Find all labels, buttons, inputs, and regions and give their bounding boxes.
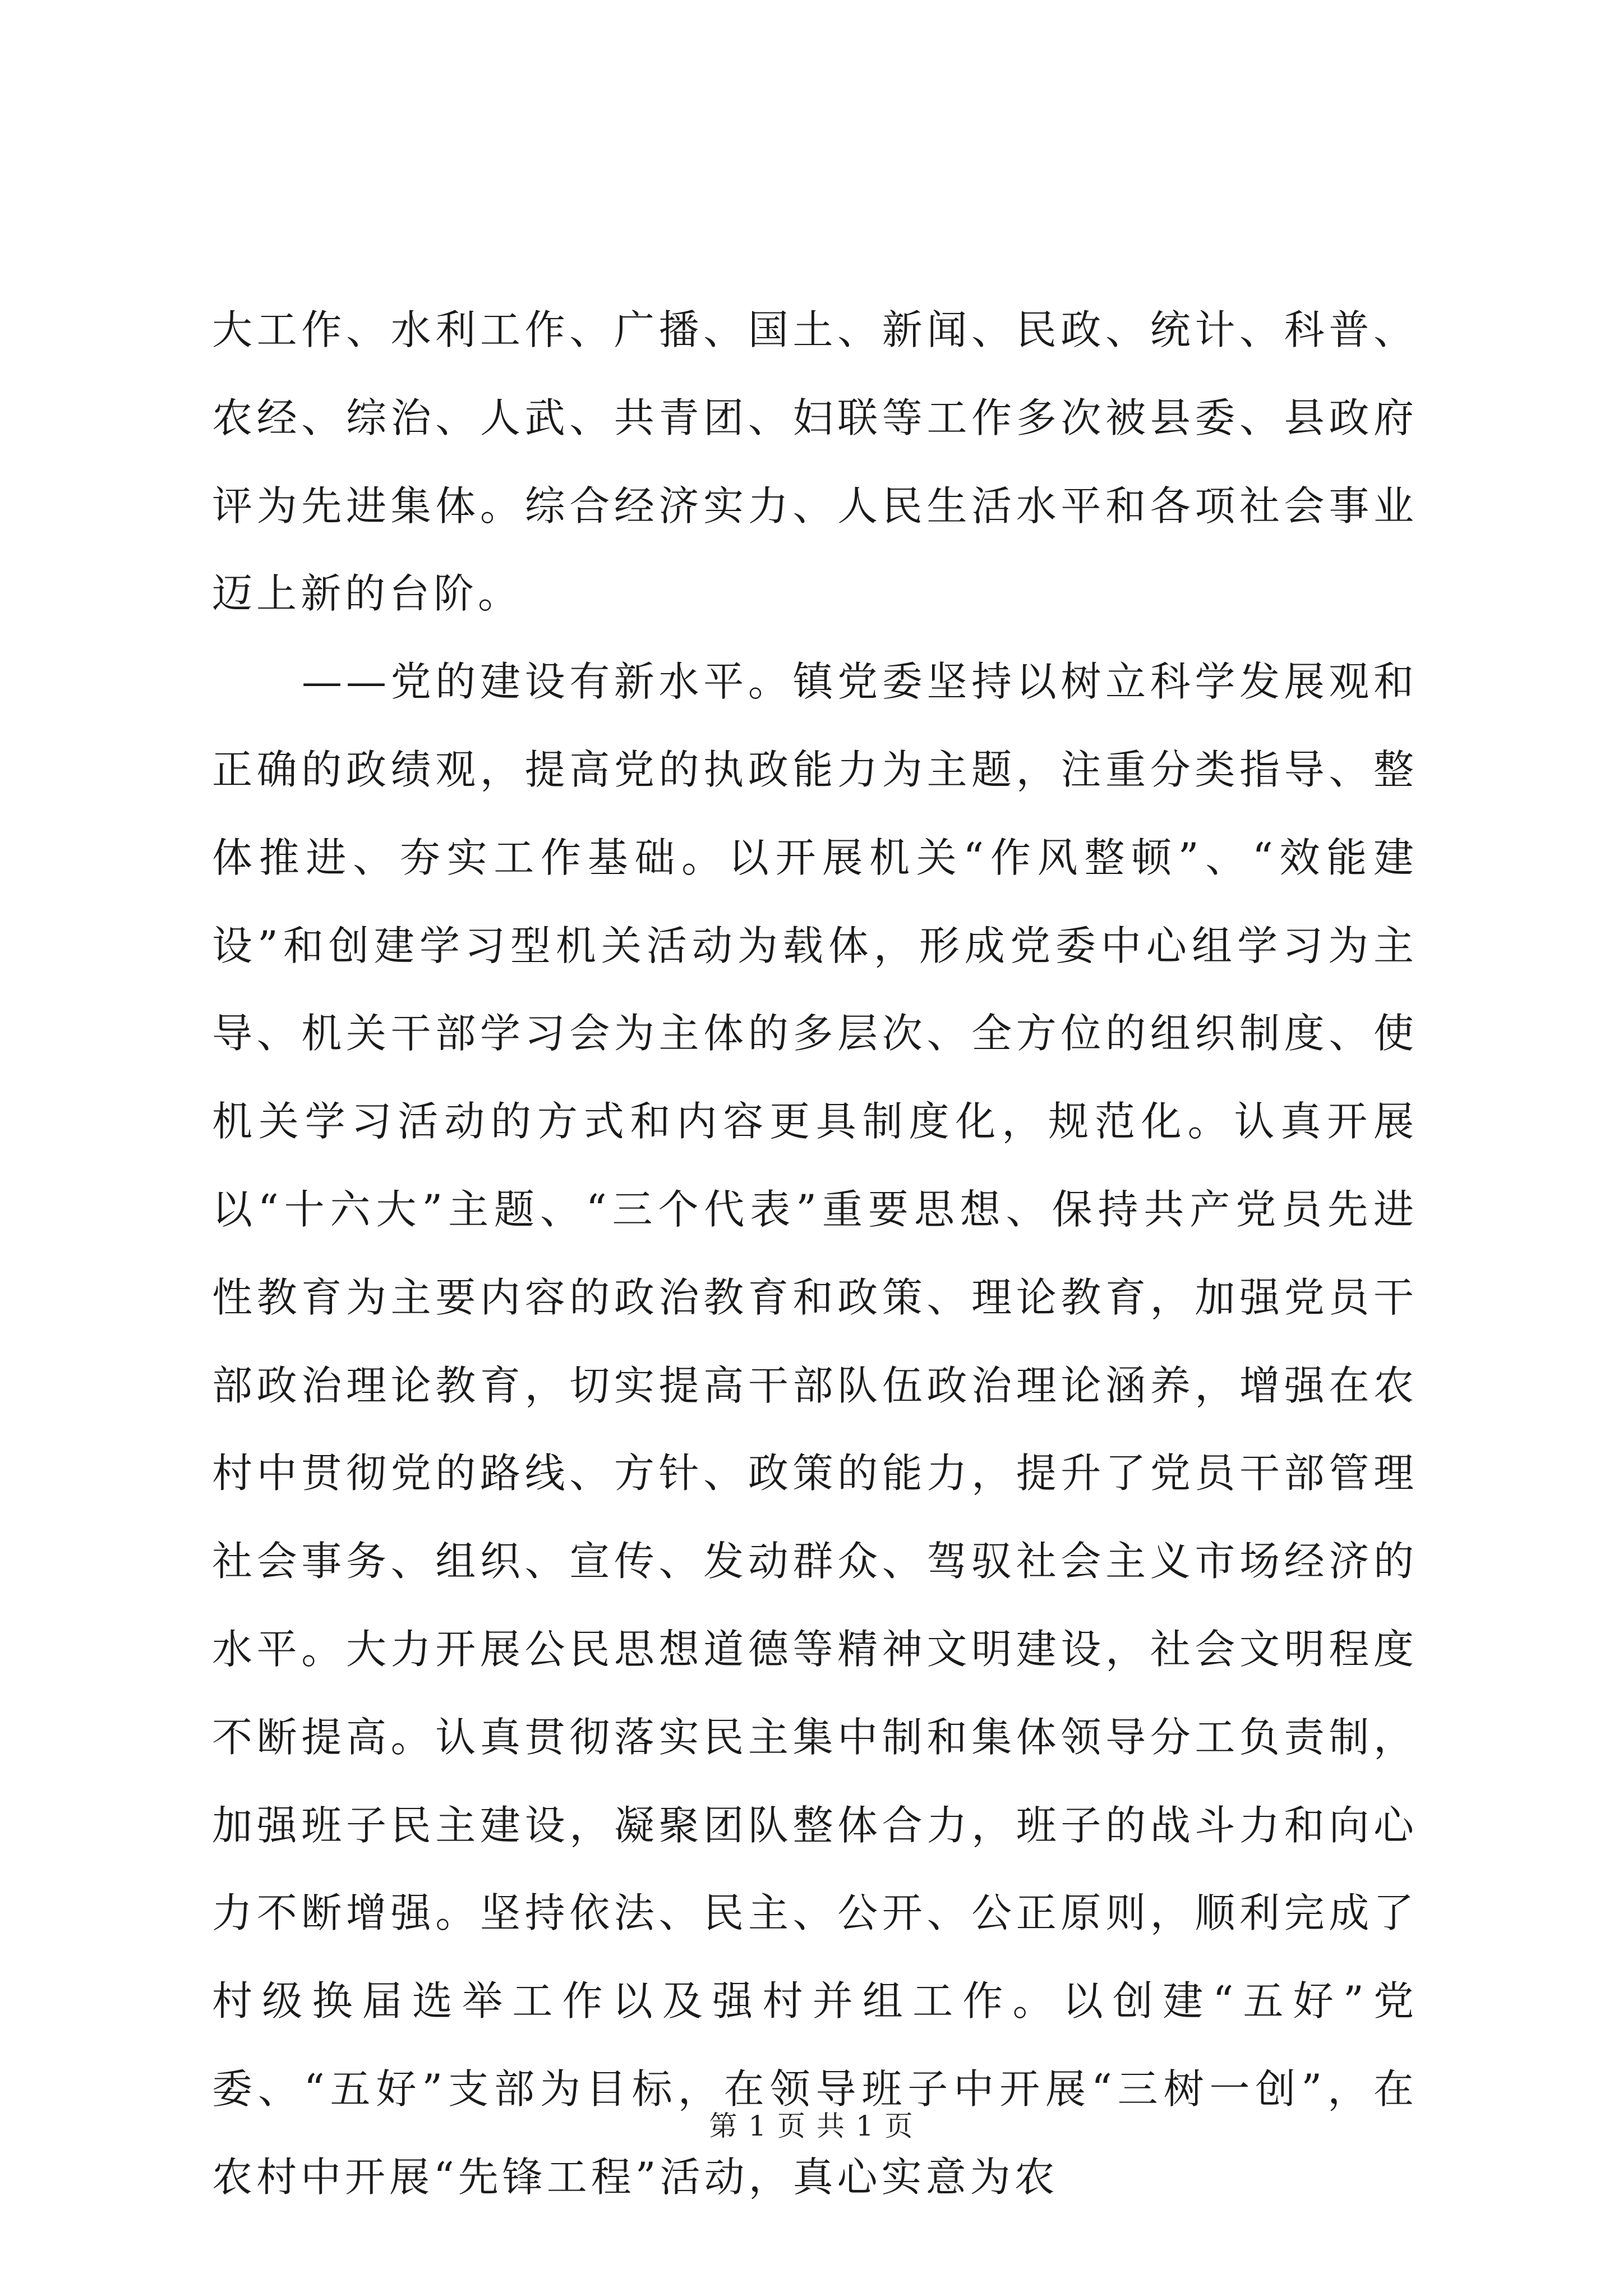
page-number-footer: 第 1 页 共 1 页 (709, 2110, 914, 2142)
paragraph-2: ——党的建设有新水平。镇党委坚持以树立科学发展观和正确的政绩观，提高党的执政能力为主题，注重分类指导、整体推进、夯实工作基础。以开展机关“作风整顿”、“效能建设”和创建学习型机关活动为载体，形成党委中心组学习为主导、机关干部学习会为主体的多层次、全方位的组织制度、使机关学习活动的方式和内容更具制度化，规范化。认真开展以“十六大”主题、“三个代表”重要思想、保持共产党员先进性教育为主要内容的政治教育和政策、理论教育，加强党员干部政治理论教育，切实提高干部队伍政治理论涵养，增强在农村中贯彻党的路线、方针、政策的能力，提升了党员干部管理社会事务、组织、宣传、发动群众、驾驭社会主义市场经济的水平。大力开展公民思想道德等精神文明建设，社会文明程度不断提高。认真贯彻落实民主集中制和集体领导分工负责制，加强班子民主建设，凝聚团队整体合力，班子的战斗力和向心力不断增强。坚持依法、民主、公开、公正原则，顺利完成了村级换届选举工作以及强村并组工作。以创建“五好”党委、“五好”支部为目标，在领导班子中开展“三树一创”，在农村中开展“先锋工程”活动，真心实意为农 (212, 658, 1418, 2201)
document-body (212, 286, 1418, 2221)
paragraph-1: 大工作、水利工作、广播、国土、新闻、民政、统计、科普、农经、综治、人武、共青团、妇联等工作多次被县委、县政府评为先进集体。综合经济实力、人民生活水平和各项社会事业迈上新的台阶。 (212, 306, 1418, 618)
